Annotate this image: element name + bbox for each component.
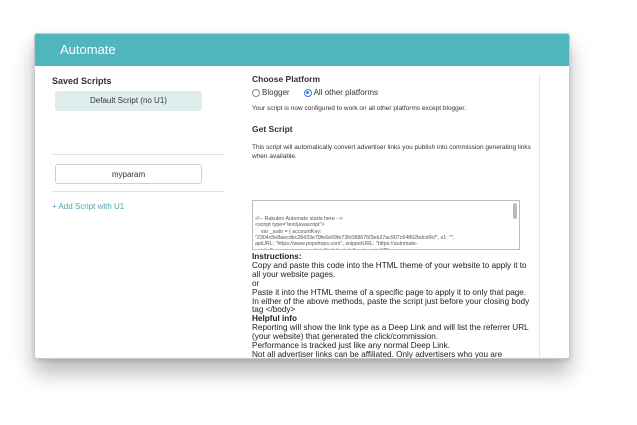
divider [52, 154, 224, 155]
radio-all-other-platforms-label[interactable]: All other platforms [313, 88, 379, 97]
get-script-description: This script will automatically convert advertiser links you publish into commission generating links when available. [252, 144, 531, 160]
param-input[interactable] [55, 164, 202, 184]
platform-options [252, 88, 392, 97]
instruction-line: In either of the above methods, paste the script just before your closing body tag </body> [252, 296, 530, 315]
instruction-line: Paste it into the HTML theme of a specific page to apply it to only that page. [252, 287, 527, 297]
get-script-heading: Get Script [252, 124, 293, 134]
platform-note: Your script is now configured to work on all other platforms except blogger. [252, 105, 467, 112]
page-scrollbar-track[interactable] [539, 74, 540, 358]
instruction-line: Copy and paste this code into the HTML theme of your website to apply it to all your website pages. [252, 260, 527, 279]
automate-window [34, 33, 570, 359]
script-code-box[interactable] [252, 200, 520, 250]
radio-blogger-label[interactable]: Blogger [262, 88, 290, 97]
instructions [252, 253, 537, 358]
helpful-line: Not all advertiser links can be affiliated. Only advertisers who you are [252, 349, 503, 358]
instructions-heading: Instructions: [252, 252, 302, 261]
instruction-line: or [252, 278, 260, 288]
radio-blogger[interactable] [252, 89, 260, 97]
helpful-line: Reporting will show the link type as a Deep Link and will list the referrer URL (your website) that generated the click/commission. [252, 323, 529, 342]
saved-scripts-heading: Saved Scripts [52, 76, 112, 86]
radio-all-other-platforms[interactable] [304, 89, 312, 97]
main-panel [252, 66, 537, 358]
script-code: <!-- Rakuten Automate starts here --> <script type="text/javascript"> var _auto = { accountKey: "2304c8e8aecdbc28433e79fe6e09fe73fc088675f3eb37ac907c64802bdcd9cf", s1: "", apiURL: "https://www.popshops.com", snippetURL: "https://automate- [255, 215, 455, 248]
helpful-line: Performance is tracked just like any normal Deep Link. [252, 341, 450, 351]
sidebar [35, 66, 235, 358]
window-title: Automate [35, 34, 569, 66]
choose-platform-heading: Choose Platform [252, 74, 321, 84]
code-scrollbar[interactable] [513, 203, 517, 219]
add-script-link[interactable]: + Add Script with U1 [52, 202, 125, 211]
helpful-info-heading: Helpful info [252, 314, 298, 324]
saved-script-item[interactable]: Default Script (no U1) [55, 91, 202, 111]
divider [52, 191, 224, 192]
